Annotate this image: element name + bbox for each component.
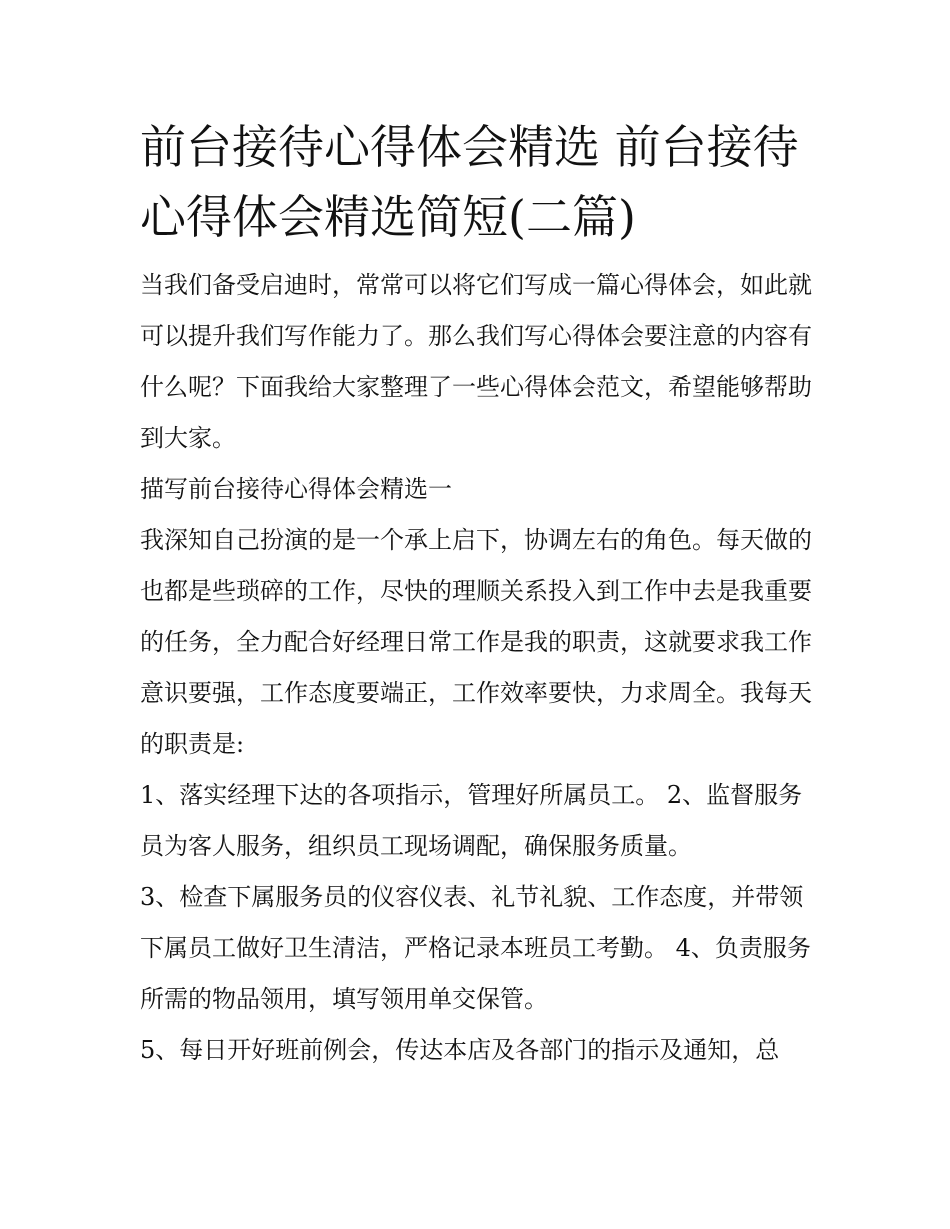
document-body <box>140 260 812 1076</box>
duty-item-3-4: 3、检查下属服务员的仪容仪表、礼节礼貌、工作态度，并带领下属员工做好卫生清洁，严格记录本班员工考勤。 4、负责服务所需的物品领用，填写领用单交保管。 <box>140 883 811 1013</box>
document-title: 前台接待心得体会精选 前台接待心得体会精选简短(二篇) <box>140 120 799 244</box>
section-heading: 描写前台接待心得体会精选一 <box>140 475 452 503</box>
duty-item-1-2: 1、落实经理下达的各项指示，管理好所属员工。 2、监督服务员为客人服务，组织员工现场调配，确保服务质量。 <box>140 781 803 860</box>
document-page <box>140 112 812 1076</box>
body-paragraph: 我深知自己扮演的是一个承上启下，协调左右的角色。每天做的也都是些琐碎的工作，尽快的理顺关系投入到工作中去是我重要的任务，全力配合好经理日常工作是我的职责，这就要求我工作意识要强，工作态度要端正，工作效率要快，力求周全。我每天的职责是: <box>140 526 812 758</box>
intro-paragraph: 当我们备受启迪时，常常可以将它们写成一篇心得体会，如此就可以提升我们写作能力了。那么我们写心得体会要注意的内容有什么呢？下面我给大家整理了一些心得体会范文，希望能够帮助到大家。 <box>140 271 812 452</box>
duty-item-5: 5、每日开好班前例会，传达本店及各部门的指示及通知，总 <box>140 1036 780 1064</box>
